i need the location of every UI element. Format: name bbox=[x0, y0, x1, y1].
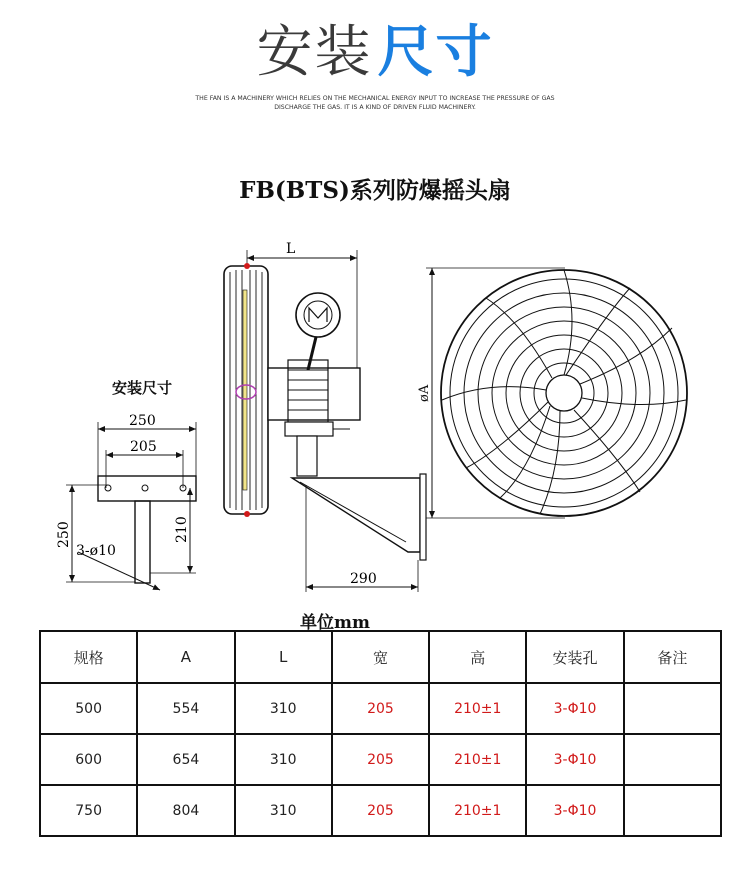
col-height: 高 bbox=[429, 631, 526, 683]
model-title: FB(BTS)系列防爆摇头扇 bbox=[239, 177, 511, 204]
subtitle-line1: THE FAN IS A MACHINERY WHICH RELIES ON THE MECHANICAL ENERGY INPUT TO INCREASE THE PRESSURE OF GAS bbox=[195, 95, 555, 102]
cell-height: 210±1 bbox=[429, 683, 526, 734]
cell-holes: 3-Φ10 bbox=[526, 683, 623, 734]
mounting-plate-view bbox=[56, 379, 196, 590]
cell-height: 210±1 bbox=[429, 734, 526, 785]
col-holes: 安装孔 bbox=[526, 631, 623, 683]
dim-bracket-depth: 290 bbox=[350, 571, 377, 587]
technical-drawing bbox=[0, 230, 750, 610]
unit-label: 单位mm bbox=[300, 613, 370, 633]
section-label: 安装尺寸 bbox=[112, 379, 173, 397]
dim-height-left: 250 bbox=[56, 521, 72, 548]
dim-diameter: øA bbox=[417, 384, 432, 402]
cell-a: 554 bbox=[137, 683, 234, 734]
cell-width: 205 bbox=[332, 734, 429, 785]
col-spec: 规格 bbox=[40, 631, 137, 683]
table-row bbox=[40, 683, 721, 734]
table-row bbox=[40, 785, 721, 836]
spec-table bbox=[39, 630, 722, 837]
cell-a: 804 bbox=[137, 785, 234, 836]
cell-width: 205 bbox=[332, 785, 429, 836]
cell-l: 310 bbox=[235, 683, 332, 734]
cell-l: 310 bbox=[235, 785, 332, 836]
col-width: 宽 bbox=[332, 631, 429, 683]
cell-l: 310 bbox=[235, 734, 332, 785]
page-title bbox=[0, 8, 750, 88]
dim-width-outer: 250 bbox=[129, 413, 156, 429]
dim-height-right: 210 bbox=[174, 516, 190, 543]
col-remarks: 备注 bbox=[624, 631, 721, 683]
subtitle-line2: DISCHARGE THE GAS. IT IS A KIND OF DRIVEN FLUID MACHINERY. bbox=[274, 104, 476, 111]
cell-holes: 3-Φ10 bbox=[526, 734, 623, 785]
table-header-row bbox=[40, 631, 721, 683]
table-row bbox=[40, 734, 721, 785]
cell-spec: 750 bbox=[40, 785, 137, 836]
col-l: L bbox=[235, 631, 332, 683]
cell-a: 654 bbox=[137, 734, 234, 785]
dim-overall-length: L bbox=[286, 241, 296, 257]
cell-remarks bbox=[624, 734, 721, 785]
col-a: A bbox=[137, 631, 234, 683]
dim-holes: 3-ø10 bbox=[76, 543, 116, 559]
title-part2: 尺寸 bbox=[377, 20, 494, 85]
cell-height: 210±1 bbox=[429, 785, 526, 836]
fan-side-view bbox=[224, 241, 426, 592]
dim-width-inner: 205 bbox=[130, 439, 157, 455]
cell-remarks bbox=[624, 785, 721, 836]
subtitle bbox=[100, 94, 650, 112]
title-part1: 安装 bbox=[256, 20, 373, 85]
cell-spec: 500 bbox=[40, 683, 137, 734]
cell-holes: 3-Φ10 bbox=[526, 785, 623, 836]
cell-width: 205 bbox=[332, 683, 429, 734]
fan-front-view bbox=[417, 268, 687, 518]
cell-spec: 600 bbox=[40, 734, 137, 785]
cell-remarks bbox=[624, 683, 721, 734]
